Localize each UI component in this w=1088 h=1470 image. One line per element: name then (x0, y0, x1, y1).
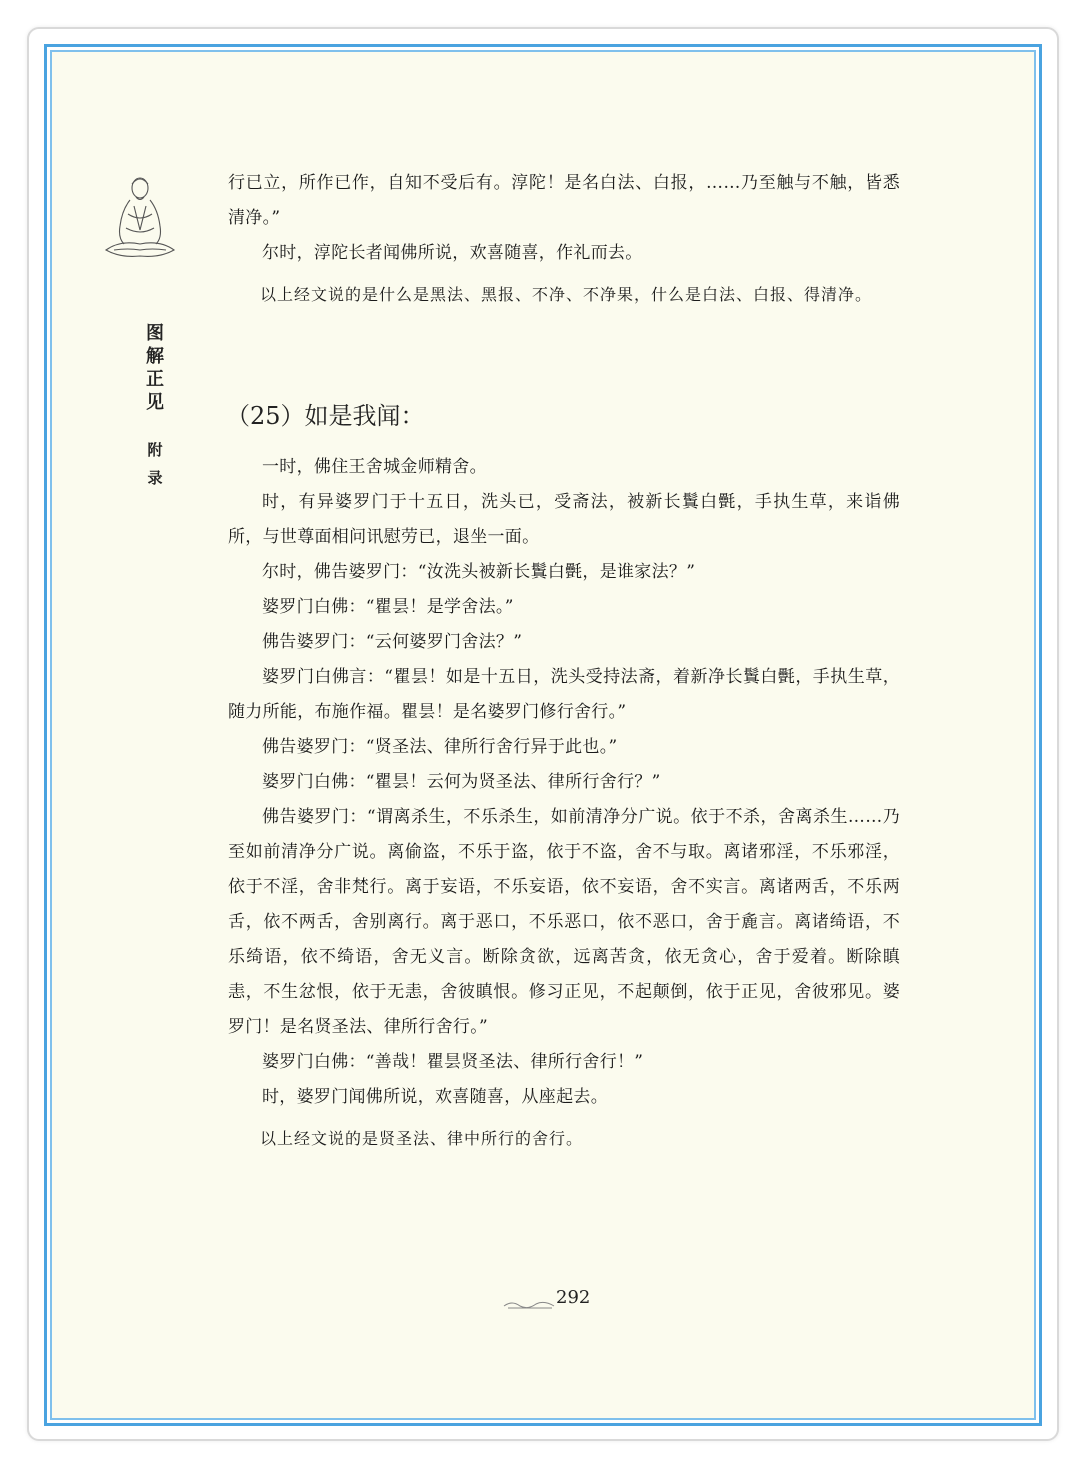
subtitle-char: 附 (147, 441, 163, 459)
title-char: 见 (146, 392, 164, 413)
section-title-vertical (139, 322, 171, 414)
commentary-note: 以上经文说的是什么是黑法、黑报、不净、不净果，什么是白法、白报、得清净。 (260, 285, 873, 304)
page-number-ornament (502, 1296, 556, 1312)
title-char: 正 (146, 369, 164, 390)
paragraph: 一时，佛住王舍城金师精舍。 (262, 457, 487, 477)
paragraph: 佛告婆罗门：“贤圣法、律所行舍行异于此也。” (262, 737, 618, 757)
commentary-note: 以上经文说的是贤圣法、律中所行的舍行。 (260, 1129, 584, 1148)
paragraph: 行已立，所作已作，自知不受后有。淳陀！是名白法、白报，……乃至触与不触，皆悉清净。” (228, 173, 900, 228)
section-subtitle-vertical (139, 436, 171, 492)
text-block-1 (228, 166, 900, 312)
paragraph: 婆罗门白佛：“瞿昙！是学舍法。” (262, 597, 514, 617)
title-char: 图 (146, 323, 164, 344)
paragraph: 婆罗门白佛言：“瞿昙！如是十五日，洗头受持法斋，着新净长鬒白㲲，手执生草，随力所能，布施作福。瞿昙！是名婆罗门修行舍行。” (228, 667, 900, 722)
paragraph: 佛告婆罗门：“云何婆罗门舍法？” (262, 632, 523, 652)
monk-illustration (100, 170, 180, 262)
paragraph: 时，婆罗门闻佛所说，欢喜随喜，从座起去。 (262, 1087, 608, 1107)
paragraph: 尔时，佛告婆罗门：“汝洗头被新长鬒白㲲，是谁家法？” (262, 562, 696, 582)
text-block-2 (228, 450, 900, 1156)
title-char: 解 (146, 346, 164, 367)
paragraph: 婆罗门白佛：“善哉！瞿昙贤圣法、律所行舍行！” (262, 1052, 644, 1072)
paragraph: 佛告婆罗门：“谓离杀生，不乐杀生，如前清净分广说。依于不杀，舍离杀生……乃至如前清净分广说。离偷盗，不乐于盗，依于不盗，舍不与取。离诸邪淫，不乐邪淫，依于不淫，舍非梵行。离于妄语，不乐妄语，依不妄语，舍不实言。离诸两舌，不乐两舌，依不两舌，舍别离行。离于恶口，不乐恶口，依不恶口，舍于麁言。离诸绮语，不乐绮语，依不绮语，舍无义言。断除贪欲，远离苦贪，依无贪心，舍于爱着。断除瞋恚，不生忿恨，依于无恚，舍彼瞋恨。修习正见，不起颠倒，依于正见，舍彼邪见。婆罗门！是名贤圣法、律所行舍行。” (228, 807, 900, 1037)
paragraph: 时，有异婆罗门于十五日，洗头已，受斋法，被新长鬒白㲲，手执生草，来诣佛所，与世尊面相问讯慰劳已，退坐一面。 (228, 492, 900, 547)
paragraph: 尔时，淳陀长者闻佛所说，欢喜随喜，作礼而去。 (262, 243, 643, 263)
subtitle-char: 录 (147, 469, 163, 487)
section-heading: （25）如是我闻： (226, 402, 425, 430)
page-number: 292 (556, 1287, 591, 1308)
paragraph: 婆罗门白佛：“瞿昙！云何为贤圣法、律所行舍行？” (262, 772, 661, 792)
